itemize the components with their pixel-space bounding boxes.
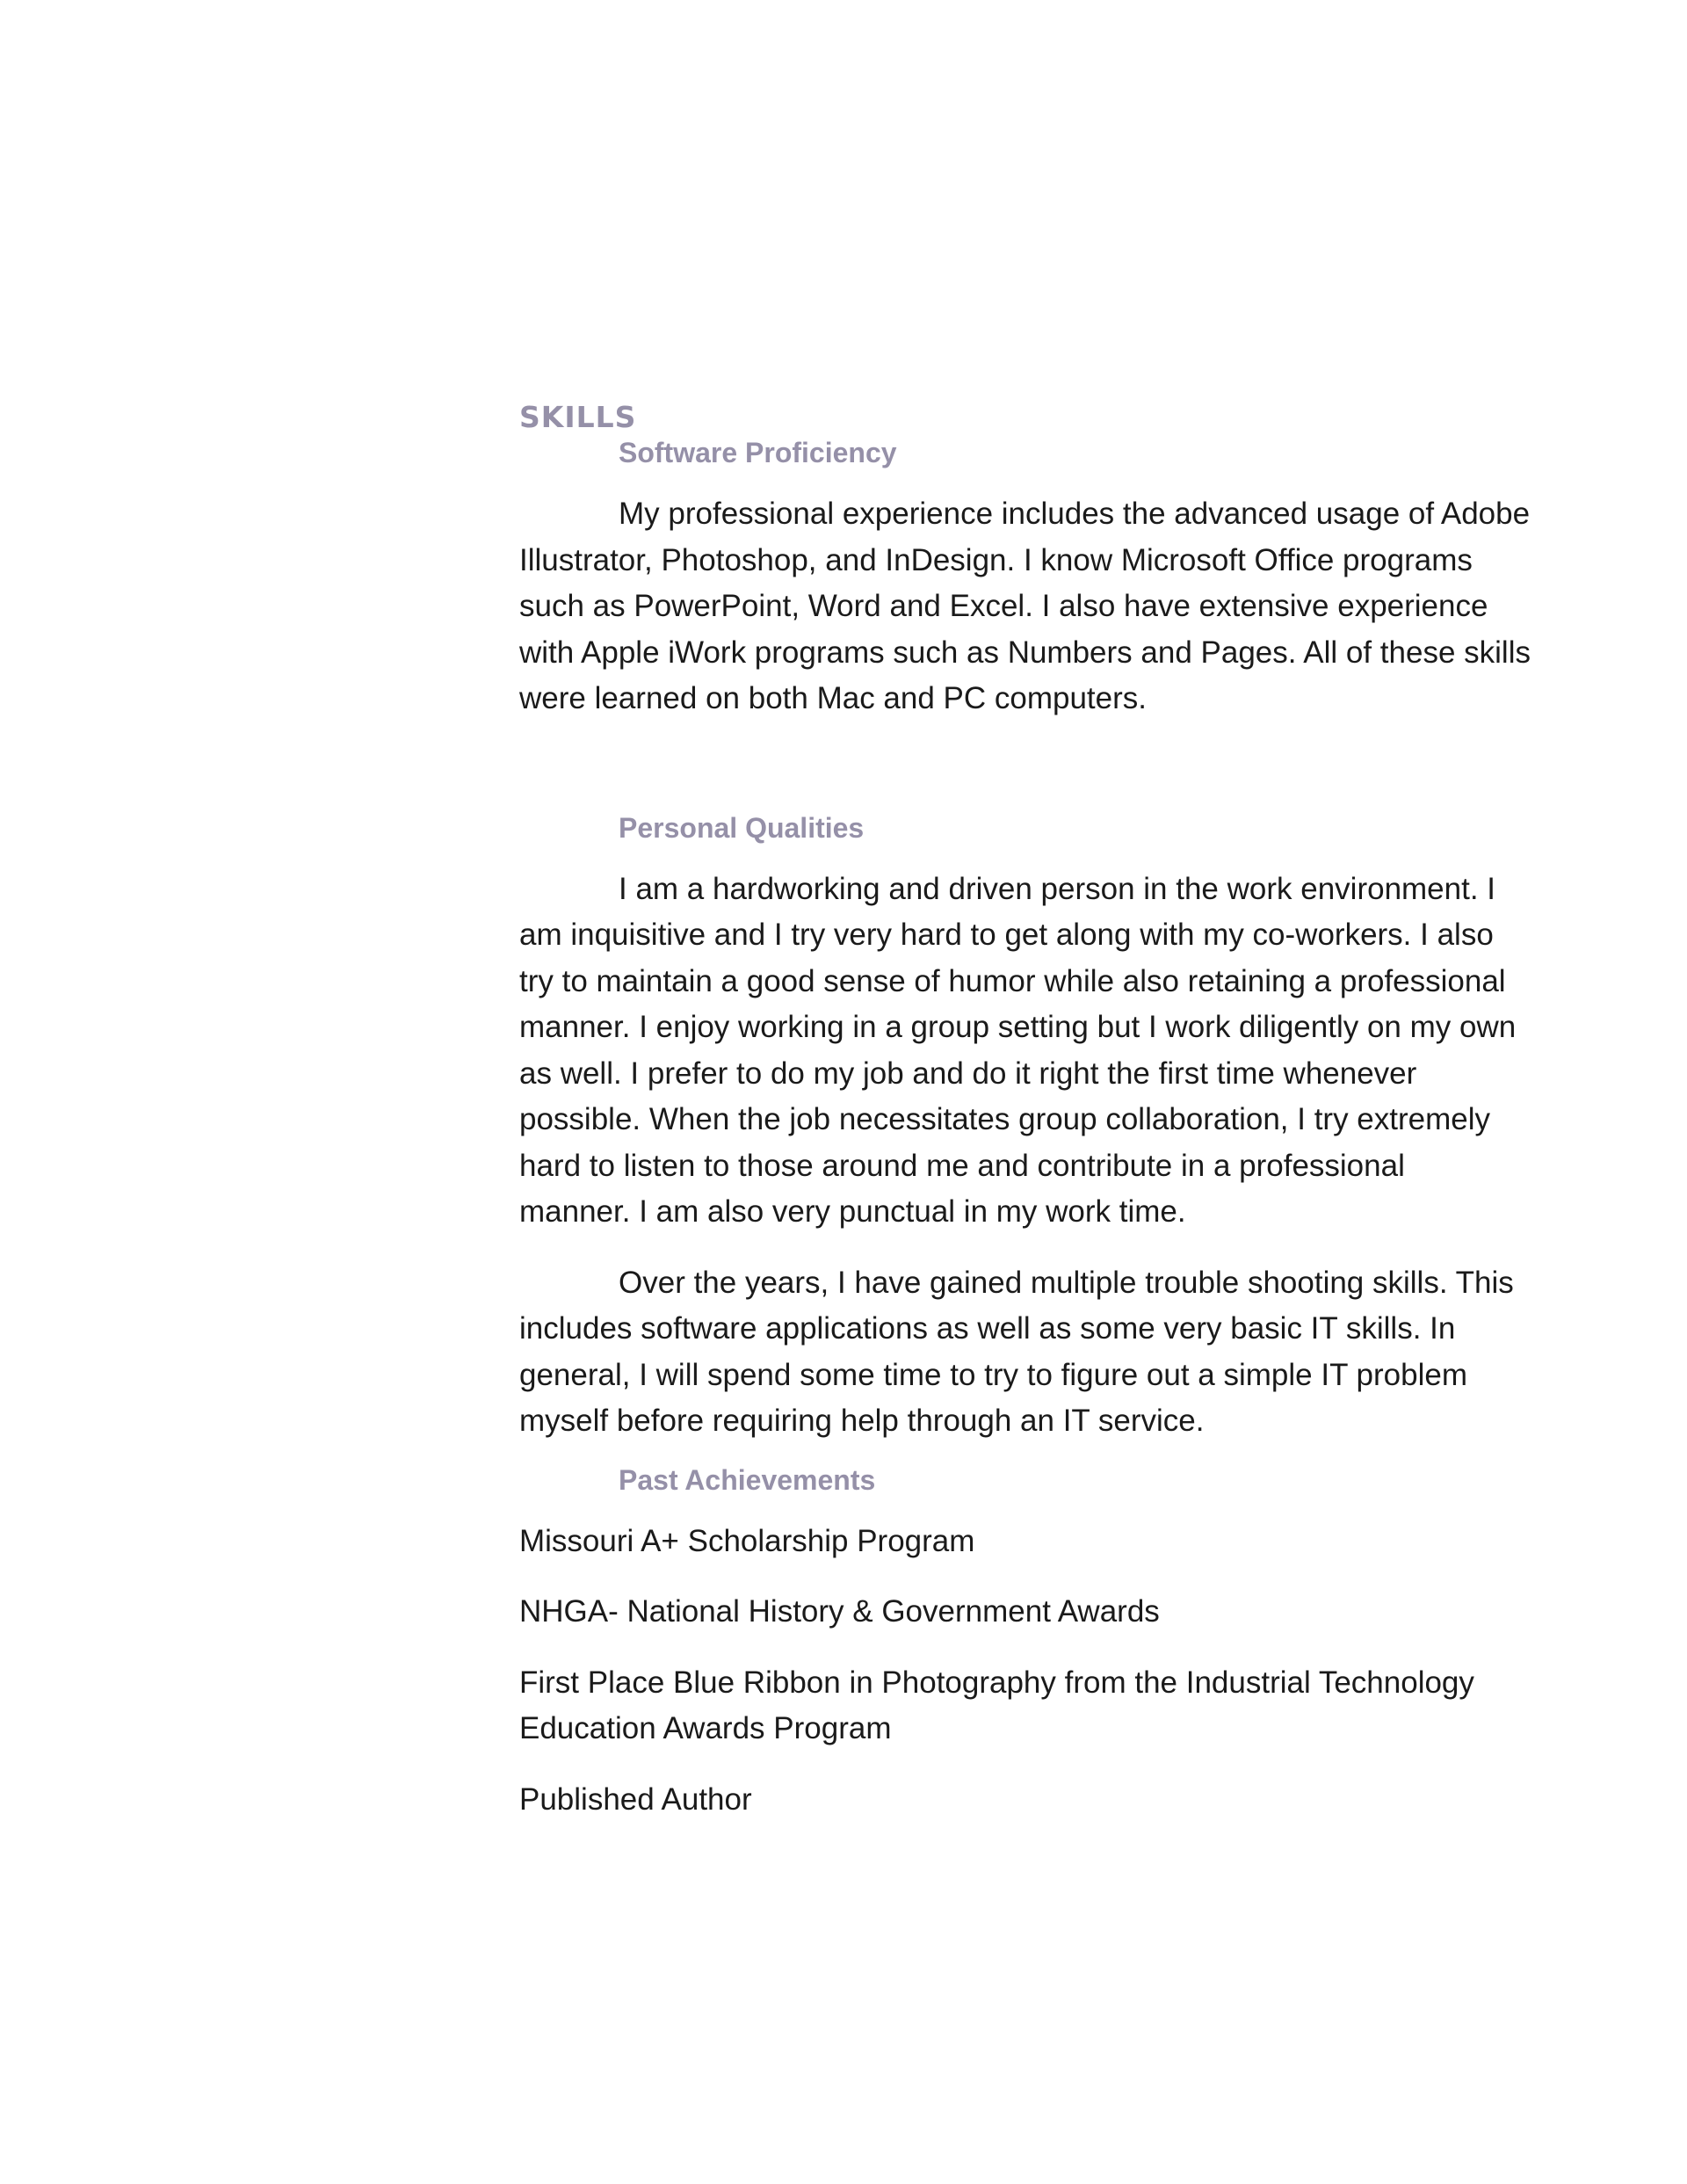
achievement-item: Missouri A+ Scholarship Program xyxy=(519,1523,975,1558)
subheading-software-proficiency: Software Proficiency xyxy=(619,437,897,468)
achievement-item: NHGA- National History & Government Awards xyxy=(519,1594,1160,1629)
paragraph-personal-qualities-2: Over the years, I have gained multiple trouble shooting skills. This includes software applications as well as some very basic IT skills. In general, I will spend some time to try to figure out a simple IT problem myself before requiring help through an IT service. xyxy=(519,1265,1514,1438)
section-title-skills: SKILLS xyxy=(519,400,637,434)
achievement-item: Published Author xyxy=(519,1781,752,1817)
subheading-personal-qualities: Personal Qualities xyxy=(619,811,865,844)
paragraph-software-proficiency: My professional experience includes the advanced usage of Adobe Illustrator, Photoshop, and InDesign. I know Microsoft Office programs such as PowerPoint, Word and Excel. I also have extensive experience with Apple iWork programs such as Numbers and Pages. All of these skills were learned on both Mac and PC computers. xyxy=(519,497,1531,715)
resume-page xyxy=(519,400,1531,1823)
subheading-past-achievements: Past Achievements xyxy=(619,1463,876,1496)
achievement-item: First Place Blue Ribbon in Photography from the Industrial Technology Education Awards Program xyxy=(519,1665,1474,1745)
paragraph-personal-qualities-1: I am a hardworking and driven person in the work environment. I am inquisitive and I try very hard to get along with my co-workers. I also try to maintain a good sense of humor while also retaining a professional manner. I enjoy working in a group setting but I work diligently on my own as well. I prefer to do my job and do it right the first time whenever possible. When the job necessitates group collaboration, I try extremely hard to listen to those around me and contribute in a professional manner. I am also very punctual in my work time. xyxy=(519,871,1517,1229)
